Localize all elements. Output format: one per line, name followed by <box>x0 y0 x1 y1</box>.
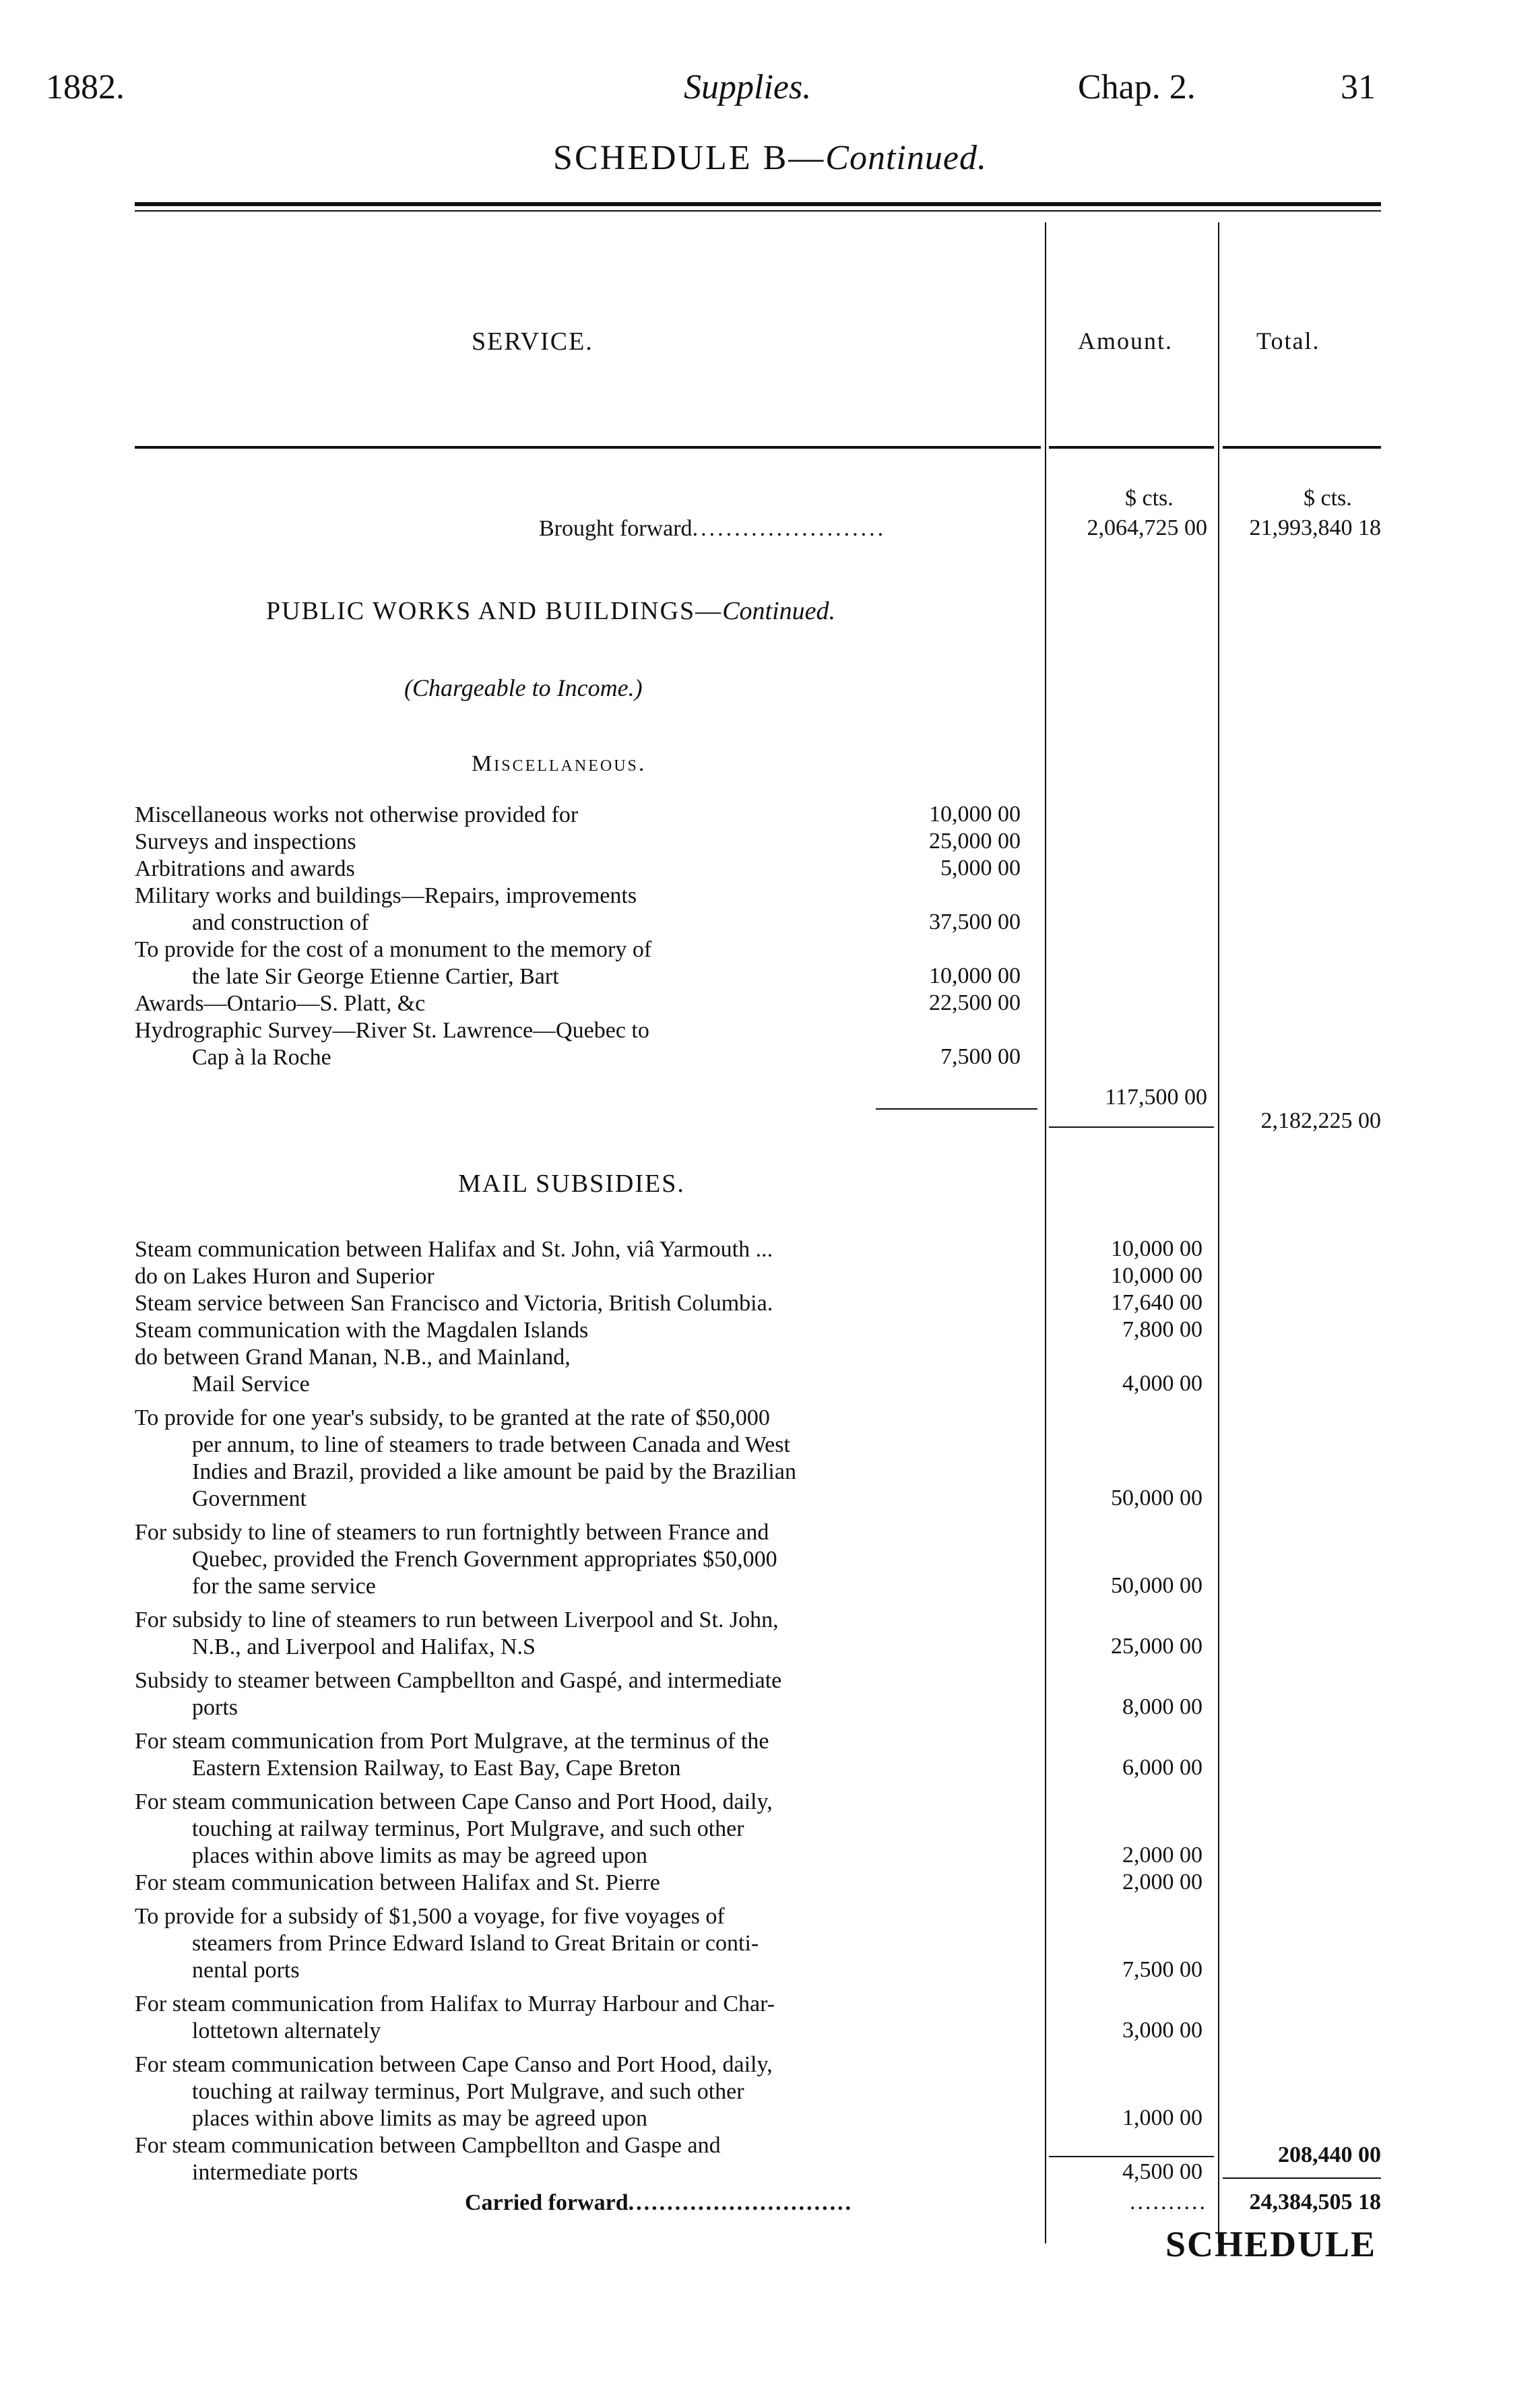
mail-subsidy-item-line: For steam communication from Halifax to Murray Harbour and Char- <box>135 1992 775 2016</box>
mail-subsidy-item-line: for the same service <box>192 1574 376 1599</box>
mail-subsidy-item <box>135 1607 1041 1661</box>
mail-subsidy-item-value: 7,800 00 <box>1122 1317 1202 1342</box>
public-works-item-line: To provide for the cost of a monument to the memory of <box>135 937 652 962</box>
mail-subsidy-item <box>135 1405 1041 1512</box>
header-section: Supplies. <box>684 68 812 106</box>
public-works-item-value: 22,500 00 <box>929 990 1021 1015</box>
public-works-item-line: Awards—Ontario—S. Platt, &c <box>135 991 426 1016</box>
mail-subsidy-item-value: 10,000 00 <box>1111 1236 1202 1261</box>
heading-rule-service <box>135 446 1041 449</box>
public-works-item-value: 10,000 00 <box>929 963 1021 988</box>
title-continued: Continued. <box>825 139 987 177</box>
mail-subsidy-item-line: Steam communication between Halifax and St. John, viâ Yarmouth ... <box>135 1237 773 1262</box>
top-rule <box>135 202 1381 206</box>
mail-subsidy-item <box>135 1728 1041 1782</box>
header-chapter: Chap. 2. <box>1078 68 1196 106</box>
mail-total-rule <box>1223 2177 1381 2179</box>
brought-forward-text: Brought forward <box>539 516 693 541</box>
mail-subsidy-item-line: Government <box>192 1486 307 1511</box>
mail-subsidy-item-value: 2,000 00 <box>1122 1870 1202 1894</box>
column-heading-total: Total. <box>1256 327 1320 354</box>
mail-subsidy-item-line: touching at railway terminus, Port Mulgrave, and such other <box>192 2079 744 2104</box>
public-works-item-line: and construction of <box>192 910 369 935</box>
carried-forward-amount: .......... <box>1130 2190 1207 2215</box>
mail-subsidy-item <box>135 1991 1041 2045</box>
mail-subsidy-item-value: 7,500 00 <box>1122 1957 1202 1982</box>
mail-subsidy-item-value: 3,000 00 <box>1122 2018 1202 2043</box>
mail-subsidy-item-line: do on Lakes Huron and Superior <box>135 1264 435 1289</box>
mail-amount-rule <box>1049 2156 1214 2157</box>
mail-subsidy-item-line: places within above limits as may be agreed upon <box>192 2106 648 2131</box>
mail-subsidy-item-value: 10,000 00 <box>1111 1263 1202 1288</box>
top-rule-thin <box>135 210 1381 212</box>
mail-subsidy-item-value: 25,000 00 <box>1111 1634 1202 1659</box>
mail-subsidy-item-line: ports <box>192 1695 238 1720</box>
mail-subsidy-item <box>135 1870 1041 1897</box>
column-heading-amount: Amount. <box>1078 327 1174 354</box>
dollar-cents-label-amount: $ cts. <box>1125 486 1174 511</box>
mail-subsidy-item-line: To provide for one year's subsidy, to be granted at the rate of $50,000 <box>135 1405 770 1430</box>
mail-subsidy-item-line: Mail Service <box>192 1372 310 1397</box>
dollar-cents-label-total: $ cts. <box>1304 486 1352 511</box>
mail-subsidy-item <box>135 1519 1041 1600</box>
mail-subsidy-item-line: For subsidy to line of steamers to run fortnightly between France and <box>135 1520 769 1545</box>
mail-subsidy-item-value: 8,000 00 <box>1122 1694 1202 1719</box>
mail-subsidy-item-value: 17,640 00 <box>1111 1290 1202 1315</box>
public-works-item-value: 5,000 00 <box>940 856 1021 881</box>
mail-subsidy-item-line: touching at railway terminus, Port Mulgrave, and such other <box>192 1816 744 1841</box>
public-works-item-line: Surveys and inspections <box>135 829 356 854</box>
mail-subsidy-item-line: For steam communication between Halifax and St. Pierre <box>135 1870 660 1895</box>
mail-subsidies-total: 208,440 00 <box>1278 2142 1381 2167</box>
public-works-item-line: Hydrographic Survey—River St. Lawrence—Quebec to <box>135 1018 649 1043</box>
public-works-heading <box>266 596 835 626</box>
mail-subsidy-item-value: 2,000 00 <box>1122 1843 1202 1868</box>
brought-forward-total: 21,993,840 18 <box>1249 515 1381 540</box>
public-works-item-line: the late Sir George Etienne Cartier, Bart <box>192 964 559 989</box>
mail-subsidy-item-value: 6,000 00 <box>1122 1755 1202 1780</box>
carried-forward-total: 24,384,505 18 <box>1249 2190 1381 2215</box>
mail-subsidy-item-value: 4,000 00 <box>1122 1371 1202 1396</box>
mail-subsidy-item <box>135 1317 1041 1344</box>
mail-subsidy-item-line: places within above limits as may be agreed upon <box>192 1843 648 1868</box>
header-year: 1882. <box>46 68 125 106</box>
public-works-subtotal-rule <box>876 1108 1037 1110</box>
public-works-item-value: 25,000 00 <box>929 829 1021 854</box>
public-works-item-line: Miscellaneous works not otherwise provided for <box>135 802 579 827</box>
title-main: SCHEDULE B— <box>553 139 826 177</box>
mail-subsidy-item-line: Eastern Extension Railway, to East Bay, Cape Breton <box>192 1756 681 1781</box>
mail-subsidy-item-line: intermediate ports <box>192 2160 358 2185</box>
mail-subsidy-item <box>135 1263 1041 1290</box>
chargeable-subheading: (Chargeable to Income.) <box>404 674 643 701</box>
public-works-total: 2,182,225 00 <box>1260 1108 1381 1133</box>
mail-subsidy-item-value: 4,500 00 <box>1122 2159 1202 2184</box>
mail-subsidy-item <box>135 2051 1041 2132</box>
mail-subsidy-item-line: For steam communication between Campbellton and Gaspe and <box>135 2133 721 2158</box>
mail-subsidies-heading: MAIL SUBSIDIES. <box>458 1170 685 1198</box>
public-works-item-line: Cap à la Roche <box>192 1045 331 1070</box>
heading-rule-total <box>1223 446 1381 449</box>
public-works-item-line: Arbitrations and awards <box>135 856 355 881</box>
mail-subsidy-item-line: For steam communication between Cape Canso and Port Hood, daily, <box>135 1789 773 1814</box>
public-works-subtotal: 117,500 00 <box>1105 1085 1207 1110</box>
public-works-heading-continued: Continued. <box>722 597 836 625</box>
public-works-item-value: 7,500 00 <box>940 1044 1021 1069</box>
mail-subsidy-item-value: 50,000 00 <box>1111 1486 1202 1510</box>
mail-subsidy-item-line: Subsidy to steamer between Campbellton and Gaspé, and intermediate <box>135 1668 782 1693</box>
miscellaneous-subheading: Miscellaneous. <box>472 751 647 776</box>
catchword: SCHEDULE <box>1165 2224 1377 2264</box>
mail-subsidy-item-line: do between Grand Manan, N.B., and Mainland, <box>135 1345 571 1370</box>
mail-subsidy-item-line: Steam communication with the Magdalen Islands <box>135 1318 589 1343</box>
mail-subsidy-item <box>135 1290 1041 1317</box>
mail-subsidy-item-line: nental ports <box>192 1958 300 1983</box>
mail-subsidy-item-line: For steam communication from Port Mulgrave, at the terminus of the <box>135 1729 769 1754</box>
mail-subsidy-item-line: Steam service between San Francisco and Victoria, British Columbia. <box>135 1291 773 1316</box>
mail-subsidy-item <box>135 1789 1041 1870</box>
public-works-item-value: 10,000 00 <box>929 802 1021 827</box>
mail-subsidy-item-value: 1,000 00 <box>1122 2105 1202 2130</box>
heading-rule-amount <box>1049 446 1214 449</box>
mail-subsidy-item <box>135 2132 1041 2186</box>
mail-subsidy-item <box>135 1903 1041 1984</box>
header-page-number: 31 <box>1341 68 1376 106</box>
mail-subsidy-item-line: For steam communication between Cape Canso and Port Hood, daily, <box>135 2052 773 2077</box>
schedule-title <box>0 138 1540 178</box>
carried-forward-label: Carried forward............................. <box>465 2190 854 2215</box>
mail-subsidy-item <box>135 1236 1041 1263</box>
mail-subsidy-item-line: To provide for a subsidy of $1,500 a voyage, for five voyages of <box>135 1904 725 1929</box>
public-works-heading-text: PUBLIC WORKS AND BUILDINGS— <box>266 597 723 625</box>
mail-subsidy-item-line: lottetown alternately <box>192 2018 381 2043</box>
public-works-item-value: 37,500 00 <box>929 910 1021 934</box>
brought-forward-label: Brought forward....................... <box>539 516 887 541</box>
brought-forward-amount: 2,064,725 00 <box>1087 515 1207 540</box>
mail-subsidy-item-line: Quebec, provided the French Government appropriates $50,000 <box>192 1547 777 1572</box>
public-works-amount-rule <box>1049 1126 1214 1128</box>
mail-subsidy-item-line: steamers from Prince Edward Island to Great Britain or conti- <box>192 1931 759 1956</box>
mail-subsidy-item-line: For subsidy to line of steamers to run between Liverpool and St. John, <box>135 1607 779 1632</box>
carried-forward-text: Carried forward <box>465 2190 629 2215</box>
mail-subsidy-item-line: per annum, to line of steamers to trade between Canada and West <box>192 1432 790 1457</box>
public-works-item-line: Military works and buildings—Repairs, improvements <box>135 883 637 908</box>
mail-subsidy-item-line: N.B., and Liverpool and Halifax, N.S <box>192 1634 536 1659</box>
column-heading-service: SERVICE. <box>472 327 593 356</box>
mail-subsidy-item <box>135 1667 1041 1721</box>
mail-subsidy-item-value: 50,000 00 <box>1111 1573 1202 1598</box>
mail-subsidy-item-line: Indies and Brazil, provided a like amount be paid by the Brazilian <box>192 1459 796 1484</box>
mail-subsidy-item <box>135 1344 1041 1398</box>
